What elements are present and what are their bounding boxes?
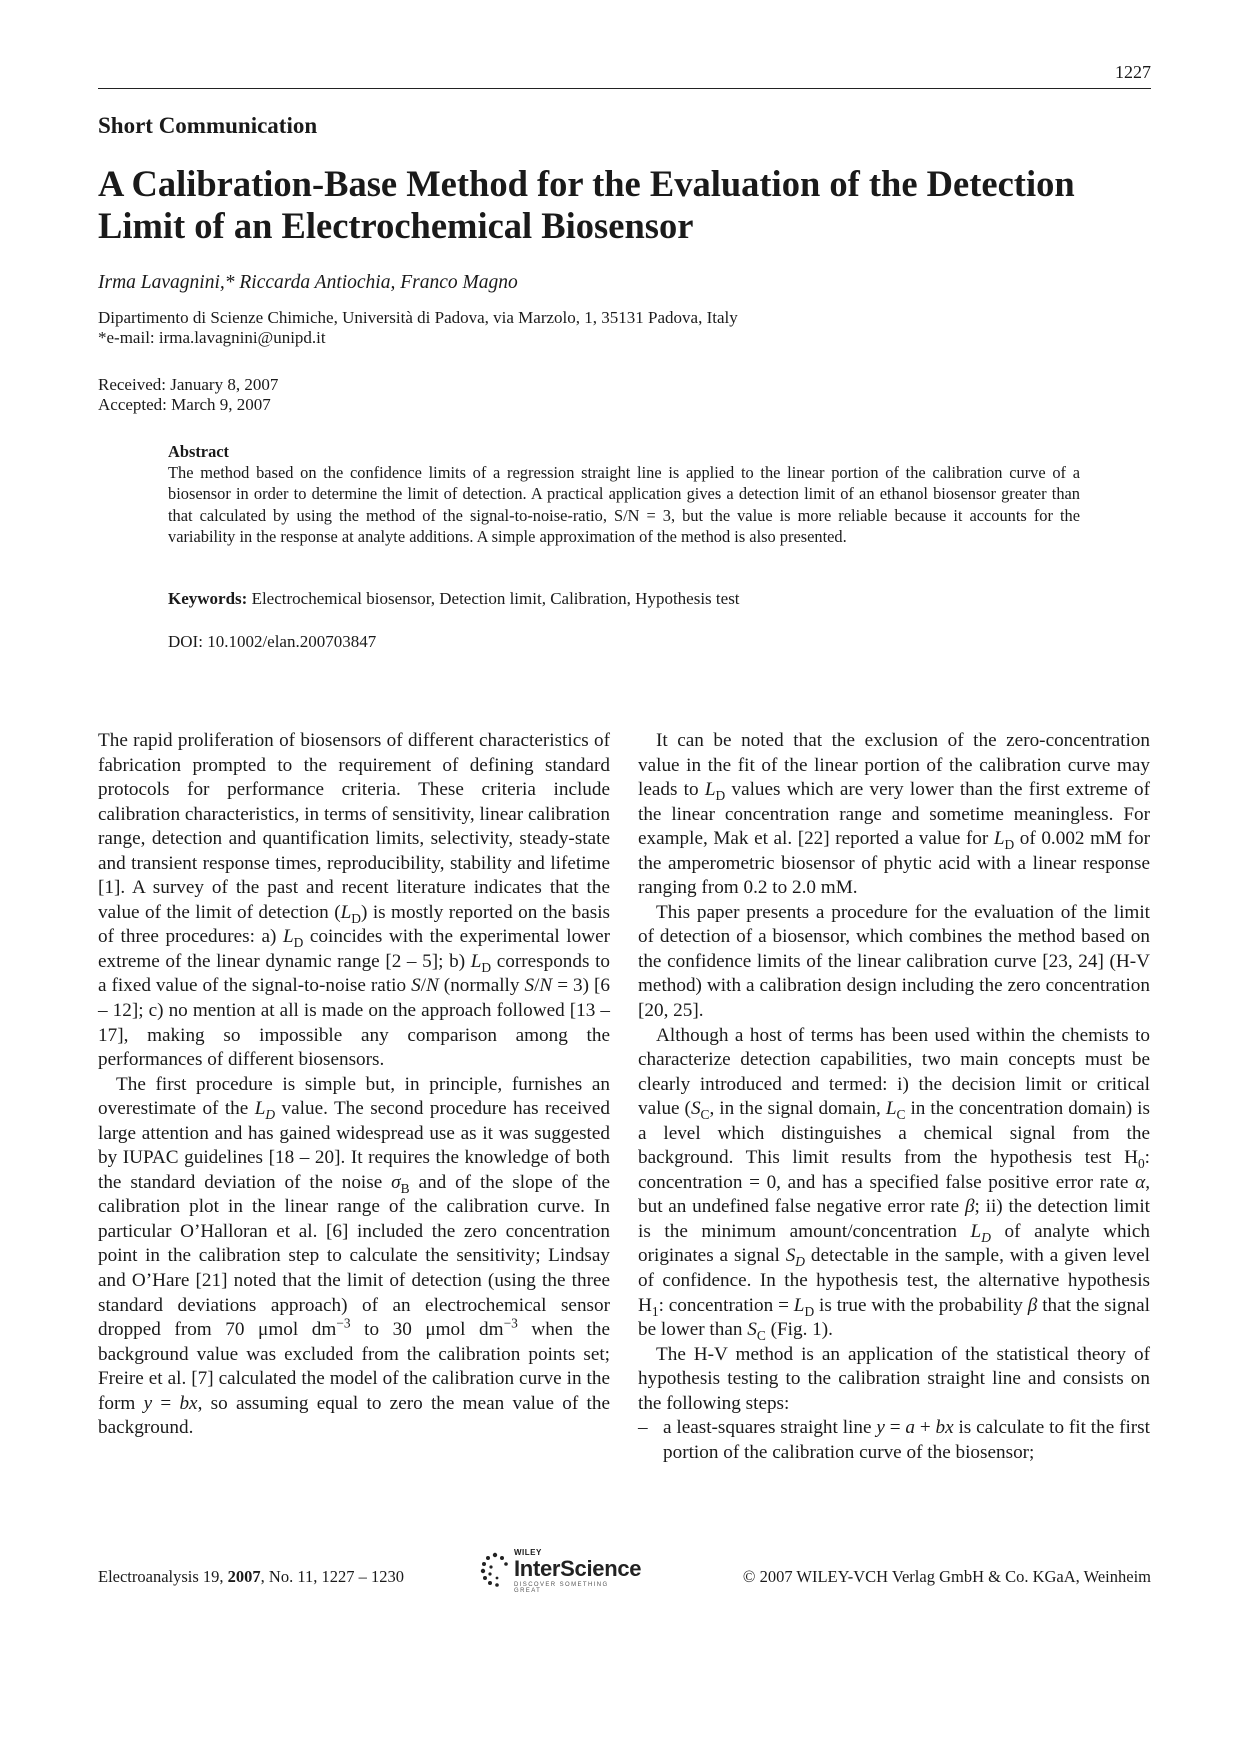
body-column-left <box>98 729 610 1441</box>
header-rule <box>98 88 1151 89</box>
title-line-2: Limit of an Electrochemical Biosensor <box>98 205 694 246</box>
paragraph: Although a host of terms has been used within the chemists to characterize detection capabilities, two main concepts must be clearly introduced and termed: i) the decision limit or critical value ($S_C$, in the signal domain, $L_C$ in the concentration domain) is a level which distinguishes a chemical signal from the background. This limit results from the hypothesis test $H_0$: concentration = 0, and has a specified false positive error rate α, but an undefined false negative error rate β; ii) the detection limit is the minimum amount/concentration $L_D$ of analyte which originates a signal $S_D$ detectable in the sample, with a given level of confidence. In the hypothesis test, the alternative hypothesis $H_1$: concentration = $L_D$ is true with the probability β that the signal be lower than $S_C$ (Fig. 1). <box>638 1024 1150 1343</box>
footer-year: 2007 <box>227 1567 261 1586</box>
affiliation-block <box>98 308 738 348</box>
received-date: Received: January 8, 2007 <box>98 375 279 394</box>
accepted-date: Accepted: March 9, 2007 <box>98 395 271 414</box>
footer-citation <box>98 1567 404 1587</box>
keywords-text: Electrochemical biosensor, Detection limit, Calibration, Hypothesis test <box>251 589 740 608</box>
interscience-logo <box>478 1548 642 1594</box>
abstract-text: The method based on the confidence limits of a regression straight line is applied to the linear portion of the calibration curve of a biosensor in order to determine the limit of detection. A practical application gives a detection limit of an ethanol biosensor greater than that calculated by using the method of the signal-to-noise-ratio, S/N = 3, but the value is more reliable because it accounts for the variability in the response at analyte additions. A simple approximation of the method is also presented. <box>168 463 1080 546</box>
dates-block <box>98 375 278 415</box>
footer-issue: , No. 11, 1227 – 1230 <box>260 1567 404 1586</box>
list-item: – a least-squares straight line y = a + bx is calculate to fit the first portion of the calibration curve of the biosensor; <box>638 1417 1150 1463</box>
email: *e-mail: irma.lavagnini@unipd.it <box>98 328 326 347</box>
paragraph: The rapid proliferation of biosensors of different characteristics of fabrication prompted to the requirement of defining standard protocols for performance criteria. These criteria include calibration characteristics, in terms of sensitivity, linear calibration range, detection and quantification limits, selectivity, steady-state and transient response times, reproducibility, stability and lifetime [1]. A survey of the past and recent literature indicates that the value of the limit of detection $(L_D)$ is mostly reported on the basis of three procedures: a) $L_D$ coincides with the experimental lower extreme of the linear dynamic range [2 – 5]; b) $L_D$ corresponds to a fixed value of the signal-to-noise ratio S/N (normally S/N = 3) [6 – 12]; c) no mention at all is made on the approach followed [13 – 17], making so impossible any comparison among the performances of different biosensors. <box>98 730 611 1071</box>
affiliation: Dipartimento di Scienze Chimiche, Università di Padova, via Marzolo, 1, 35131 Padova, Italy <box>98 308 738 327</box>
abstract-heading: Abstract <box>168 442 229 461</box>
keywords-label: Keywords: <box>168 589 248 608</box>
keywords <box>168 589 740 609</box>
section-label: Short Communication <box>98 113 318 138</box>
footer-journal: Electroanalysis 19, <box>98 1567 228 1586</box>
logo-icon <box>478 1550 512 1590</box>
page-number: 1227 <box>1115 62 1151 82</box>
article-title <box>98 163 1158 247</box>
abstract <box>168 441 1080 547</box>
title-line-1: A Calibration-Base Method for the Evaluation of the Detection <box>98 163 1075 204</box>
logo-tagline: DISCOVER SOMETHING GREAT <box>514 1582 609 1594</box>
body-column-right <box>638 729 1150 1465</box>
paragraph: This paper presents a procedure for the evaluation of the limit of detection of a biosensor, which combines the method based on the confidence limits of the linear calibration curve [23, 24] (H-V method) with a calibration design including the zero concentration [20, 25]. <box>638 901 1150 1022</box>
paragraph: The H-V method is an application of the statistical theory of hypothesis testing to the calibration straight line and consists on the following steps: <box>638 1343 1150 1414</box>
logo-brand: InterScience <box>514 1556 642 1581</box>
logo-wiley: WILEY <box>514 1548 542 1557</box>
footer-copyright: © 2007 WILEY-VCH Verlag GmbH & Co. KGaA, Weinheim <box>742 1567 1151 1586</box>
paragraph: The first procedure is simple but, in principle, furnishes an overestimate of the $L_D$ value. The second procedure has received large attention and has gained widespread use as it was suggested by IUPAC guidelines [18 – 20]. It requires the knowledge of both the standard deviation of the noise $\sigma_B$ and of the slope of the calibration plot in the linear range of the calibration curve. In particular O’Halloran et al. [6] included the zero concentration point in the calibration step to calculate the sensitivity; Lindsay and O’Hare [21] noted that the limit of detection (using the three standard deviations approach) of an electrochemical sensor dropped from 70 μmol $dm^{-3}$ to 30 μmol $dm^{-3}$ when the background value was excluded from the calibration points set; Freire et al. [7] calculated the model of the calibration curve in the form y = bx, so assuming equal to zero the mean value of the background. <box>98 1073 610 1439</box>
authors: Irma Lavagnini,* Riccarda Antiochia, Franco Magno <box>98 272 518 293</box>
doi: DOI: 10.1002/elan.200703847 <box>168 632 377 651</box>
paragraph: It can be noted that the exclusion of the zero-concentration value in the fit of the linear portion of the calibration curve may leads to $L_D$ values which are very lower than the first extreme of the linear concentration range and sometime meaningless. For example, Mak et al. [22] reported a value for $L_D$ of 0.002 mM for the amperometric biosensor of phytic acid with a linear response ranging from 0.2 to 2.0 mM. <box>638 730 1150 899</box>
